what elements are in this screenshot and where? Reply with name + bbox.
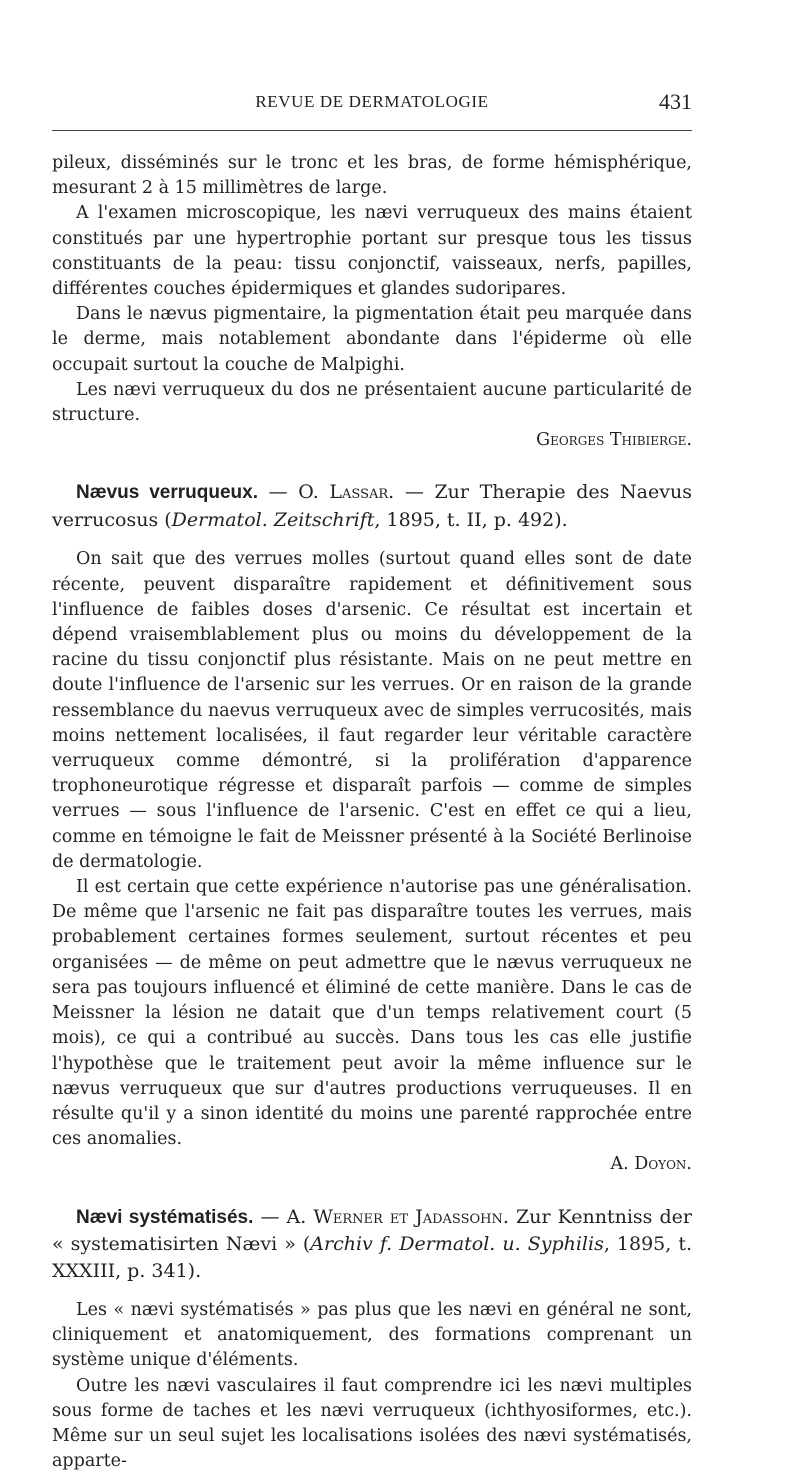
entry-author: A. Werner et Jadassohn.	[286, 1205, 509, 1228]
entry-separator: —	[257, 481, 299, 504]
article-entry-heading	[52, 1204, 692, 1285]
author-signature: Georges Thibierge.	[536, 430, 692, 451]
spacer	[52, 1284, 692, 1298]
paragraph-arsenic: On sait que des verrues molles (surtout quand elles sont de date récente, peuvent disparaître rapidement et définitivement sous l'influence de faibles doses d'arsenic. Ce résultat est incertain et dépend vraisemblablement plus ou moins du développement de la racine du tissu conjonctif plus résistante. Mais on ne peut mettre en doute l'influence de l'arsenic sur les verrues. Or en raison de la grande ressemblance du naevus verruqueux avec de simples verrucosités, mais moins nettement localisées, il faut regarder leur véritable caractère verruqueux comme démontré, si la prolifération d'apparence trophoneurotique régresse et disparaît parfois — comme de simples verrues — sous l'influence de l'arsenic. C'est en effet ce qui a lieu, comme en témoigne le fait de Meissner présenté à la Société Berlinoise de dermatologie.	[52, 549, 692, 872]
paragraph-continuation: pileux, disséminés sur le tronc et les bras, de forme hémisphérique, mesurant 2 à 15 millimètres de large.	[52, 153, 692, 199]
signature	[52, 428, 692, 453]
entry-reference: , 1895, t. II, p. 492).	[374, 508, 568, 531]
signature	[52, 1152, 692, 1177]
spacer	[52, 533, 692, 547]
spacer	[52, 1178, 692, 1204]
spacer	[52, 453, 692, 479]
running-title: REVUE DE DERMATOLOGIE	[255, 92, 489, 111]
entry-reference: , 1895, t. XXXIII, p. 341).	[52, 1233, 693, 1282]
entry-article-title: Zur Kenntniss der « systematisirten Nævi » (	[52, 1205, 692, 1256]
header-rule	[52, 130, 692, 131]
page-header	[52, 89, 692, 116]
entry-separator: —	[253, 1205, 287, 1228]
entry-title: Nævus verruqueux.	[76, 482, 258, 504]
paragraph-pigment: Dans le nævus pigmentaire, la pigmentation était peu marquée dans le derme, mais notablement abondante dans l'épiderme où elle occupait surtout la couche de Malpighi.	[52, 304, 692, 375]
page-number: 431	[659, 89, 692, 114]
entry-journal: Dermatol. Zeitschrift	[171, 508, 375, 531]
paragraph-back-naevi	[52, 378, 692, 428]
paragraph-microscopy: A l'examen microscopique, les nævi verruqueux des mains étaient constitués par une hypertrophie portant sur presque tous les tissus constituants de la peau: tissu conjonctif, vaisseaux, nerfs, papilles, différentes couches épidermiques et glandes sudoripares.	[52, 203, 692, 300]
paragraph-systematised: Les « nævi systématisés » pas plus que les nævi en général ne sont, cliniquement et anatomiquement, des formations comprenant un système unique d'éléments.	[52, 1300, 692, 1371]
paragraph-vascular: Outre les nævi vasculaires il faut comprendre ici les nævi multiples sous forme de taches et les nævi verruqueux (ichthyosiformes, etc.). Même sur un seul sujet les localisations isolées des nævi systématisés, apparte-	[52, 1375, 692, 1472]
author-signature: A. Doyon.	[610, 1154, 692, 1175]
entry-article-title: — Zur Therapie des Naevus verrucosus (	[52, 481, 692, 531]
paragraph-text: Les nævi verruqueux du dos ne présentaient aucune particularité de structure.	[52, 379, 692, 426]
article-entry-heading	[52, 479, 692, 533]
paragraph-generalisation: Il est certain que cette expérience n'autorise pas une généralisation. De même que l'arsenic ne fait pas disparaître toutes les verrues, mais probablement certaines formes seulement, surtout récentes et peu organisées — de même on peut admettre que le nævus verruqueux ne sera pas toujours influencé et éliminé de cette manière. Dans le cas de Meissner la lésion ne datait que d'un temps relativement court (5 mois), ce qui a contribué au succès. Dans tous les cas elle justifie l'hypothèse que le traitement peut avoir la même influence sur le nævus verruqueux que sur d'autres productions verruqueuses. Il en résulte qu'il y a sinon identité du moins une parenté rapprochée entre ces anomalies.	[52, 877, 692, 1150]
entry-journal: Archiv f. Dermatol. u. Syphilis	[310, 1233, 604, 1256]
entry-title: Nævi systématisés.	[76, 1206, 254, 1228]
entry-author: O. Lassar.	[298, 481, 395, 504]
page-body	[52, 151, 692, 1474]
